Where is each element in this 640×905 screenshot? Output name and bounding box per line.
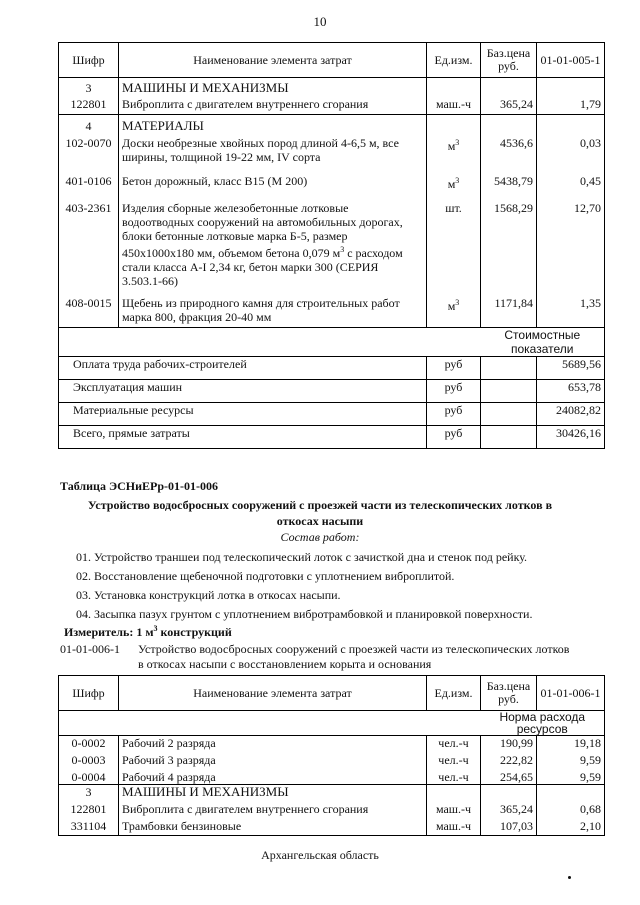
section-number: 4 <box>59 115 119 134</box>
scan-dot <box>568 876 571 879</box>
table-row <box>59 288 605 328</box>
section-title-line: откосах насыпи <box>276 514 364 528</box>
section-title: МАТЕРИАЛЫ <box>119 115 427 134</box>
table-row: 0-0004 Рабочий 4 разряда чел.-ч 254,65 9,59 <box>59 767 605 785</box>
measure-unit: Измеритель: 1 $м^3$ конструкций <box>64 624 232 639</box>
summary-value: 5689,56 <box>537 357 605 380</box>
section-title: МАШИНЫ И МЕХАНИЗМЫ <box>119 78 427 96</box>
row-price: 1171,84 <box>481 288 537 328</box>
header-price-line1: Баз.цена <box>486 46 531 60</box>
table-row <box>59 133 605 164</box>
norm-description <box>138 642 569 672</box>
table-row: 122801 Виброплита с двигателем внутреннего сгорания маш.-ч 365,24 0,68 <box>59 799 605 816</box>
table-row <box>59 164 605 191</box>
cost-indicators-row <box>59 328 605 357</box>
row-price: 1568,29 <box>481 191 537 288</box>
table-row <box>59 191 605 288</box>
composition-heading: Состав работ: <box>280 530 360 544</box>
row-name: Щебень из природного камня для строительных работ марка 800, фракция 20-40 мм <box>119 288 427 328</box>
section-row <box>59 78 605 96</box>
row-name-line: Доски необрезные хвойных пород длиной 4-6,5 м, все <box>122 136 399 150</box>
section-number: 3 <box>59 78 119 96</box>
row-code: 408-0015 <box>59 288 119 328</box>
header-norm-code: 01-01-005-1 <box>537 43 605 78</box>
summary-row <box>59 380 605 403</box>
row-value: 12,70 <box>537 191 605 288</box>
row-value: 1,79 <box>537 95 605 115</box>
row-value: 0,03 <box>537 133 605 164</box>
row-code: 102-0070 <box>59 133 119 164</box>
header-name: Наименование элемента затрат <box>119 43 427 78</box>
summary-row <box>59 403 605 426</box>
row-code: 122801 <box>59 95 119 115</box>
table-row <box>59 95 605 115</box>
section-row: 3 МАШИНЫ И МЕХАНИЗМЫ <box>59 785 605 800</box>
row-unit: $м^3$ <box>427 133 481 164</box>
header-norm-code: 01-01-006-1 <box>537 676 605 711</box>
row-price: 5438,79 <box>481 164 537 191</box>
row-code: 401-0106 <box>59 164 119 191</box>
work-item: 03. Установка конструкций лотка в откосах насыпи. <box>76 588 341 602</box>
summary-unit: руб <box>427 426 481 449</box>
summary-row <box>59 357 605 380</box>
row-name: Изделия сборные железобетонные лотковые водоотводных сооружений на автомобильных дорогах, блоки бетонные лотковые марка Б-5, размер 450х1000х180 мм, объемом бетона 0,079 $м^3$ с расходом стали класса А-I 2,34 кг, бетон марки 300 (СЕРИЯ 3.503.1-66) <box>119 191 427 288</box>
work-item: 02. Восстановление щебеночной подготовки с уплотнением виброплитой. <box>76 569 455 583</box>
table-row: 0-0002 Рабочий 2 разряда чел.-ч 190,99 19,18 <box>59 736 605 751</box>
row-name: Виброплита с двигателем внутреннего сгорания <box>119 95 427 115</box>
norm-label: Норма расхода ресурсов <box>481 711 605 736</box>
row-value: 0,45 <box>537 164 605 191</box>
section-title-line: Устройство водосбросных сооружений с проезжей части из телескопических лотков в <box>87 498 553 512</box>
norm-description-line: Устройство водосбросных сооружений с проезжей части из телескопических лотков <box>138 642 570 656</box>
table-row: 0-0003 Рабочий 3 разряда чел.-ч 222,82 9,59 <box>59 750 605 767</box>
cost-indicators-label: Стоимостные показатели <box>481 328 605 357</box>
norm-label-row <box>59 711 605 736</box>
work-item: 04. Засыпка пазух грунтом с уплотнением вибротрамбовкой и планировкой поверхности. <box>76 607 533 621</box>
summary-row <box>59 426 605 449</box>
row-price: 4536,6 <box>481 133 537 164</box>
section-title <box>30 497 610 529</box>
row-price: 365,24 <box>481 95 537 115</box>
summary-label: Эксплуатация машин <box>59 380 427 403</box>
header-code: Шифр <box>59 676 119 711</box>
summary-unit: руб <box>427 357 481 380</box>
section-row <box>59 115 605 134</box>
norm-description-line: в откосах насыпи с восстановлением корыта и основания <box>138 657 432 671</box>
row-name: Бетон дорожный, класс В15 (М 200) <box>119 164 427 191</box>
header-name: Наименование элемента затрат <box>119 676 427 711</box>
row-code: 403-2361 <box>59 191 119 288</box>
summary-unit: руб <box>427 403 481 426</box>
norm-code: 01-01-006-1 <box>60 642 120 656</box>
header-unit: Ед.изм. <box>427 43 481 78</box>
row-unit: $м^3$ <box>427 288 481 328</box>
row-name <box>119 133 427 164</box>
page-footer: Архангельская область <box>261 848 379 862</box>
summary-value: 653,78 <box>537 380 605 403</box>
summary-value: 24082,82 <box>537 403 605 426</box>
header-price: Баз.цена руб. <box>481 676 537 711</box>
summary-value: 30426,16 <box>537 426 605 449</box>
header-price-line2: руб. <box>498 59 519 73</box>
table-caption: Таблица ЭСНиЕРр-01-01-006 <box>60 479 219 493</box>
row-unit: маш.-ч <box>427 95 481 115</box>
summary-label: Всего, прямые затраты <box>59 426 427 449</box>
table-row: 331104 Трамбовки бензиновые маш.-ч 107,03 2,10 <box>59 816 605 836</box>
summary-unit: руб <box>427 380 481 403</box>
header-code: Шифр <box>59 43 119 78</box>
work-item: 01. Устройство траншеи под телескопический лоток с зачисткой дна и стенок под рейку. <box>76 550 528 564</box>
row-unit: $м^3$ <box>427 164 481 191</box>
summary-label: Материальные ресурсы <box>59 403 427 426</box>
row-unit: шт. <box>427 191 481 288</box>
summary-label: Оплата труда рабочих-строителей <box>59 357 427 380</box>
header-price <box>481 43 537 78</box>
row-value: 1,35 <box>537 288 605 328</box>
page-number: 10 <box>313 14 327 29</box>
header-unit: Ед.изм. <box>427 676 481 711</box>
resource-table-2 <box>58 675 605 836</box>
works-list <box>76 548 532 624</box>
row-name-line: ширины, толщиной 19-22 мм, IV сорта <box>122 150 321 164</box>
resource-table-1 <box>58 42 605 449</box>
